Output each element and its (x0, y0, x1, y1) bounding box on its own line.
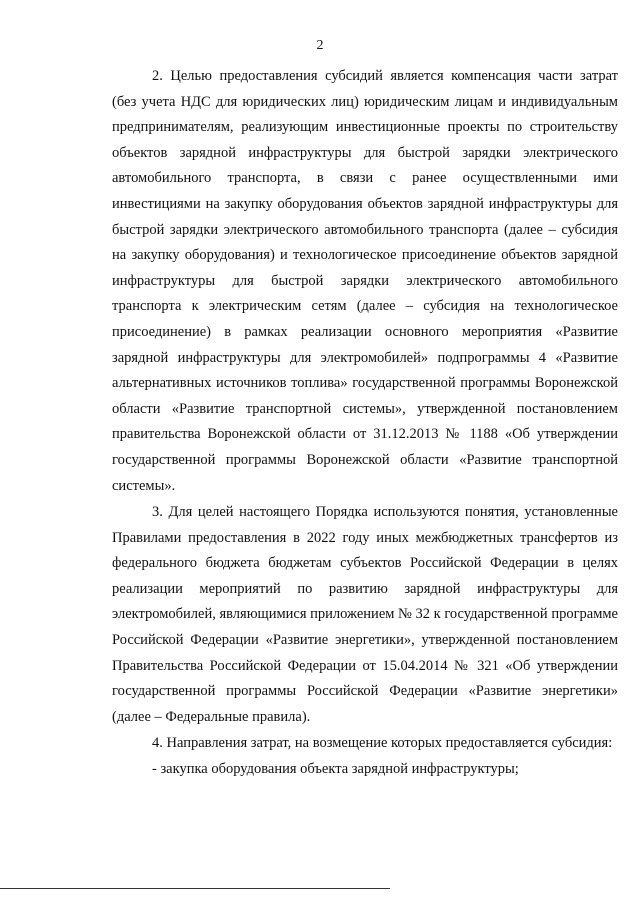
paragraph-4-cost-directions: 4. Направления затрат, на возмещение которых предоставляется субсидия: (152, 735, 613, 752)
paragraph-3-definitions: 3. Для целей настоящего Порядка используются понятия, установленные Правилами предоставления в 2022 году иных межбюджетных трансфертов из федерального бюджета бюджетам субъектов Российской Федерации в целях реализации мероприятий по развитию зарядной инфраструктуры для электромобилей, являющимися приложением № 32 к государственной программе Российской Федерации «Развитие энергетики», утвержденной постановлением Правительства Российской Федерации от 15.04.2014 № 321 «Об утверждении государственной программы Российской Федерации «Развитие энергетики» (далее – Федеральные правила). (112, 504, 618, 725)
footer-divider (0, 888, 390, 889)
paragraph-2-subsidy-purpose: 2. Целью предоставления субсидий является компенсация части затрат (без учета НДС для юридических лиц) юридическим лицам и индивидуальным предпринимателям, реализующим инвестиционные проекты по строительству объектов зарядной инфраструктуры для быстрой зарядки электрического автомобильного транспорта, в связи с ранее осуществленными ими инвестициями на закупку оборудования объектов зарядной инфраструктуры для быстрой зарядки электрического автомобильного транспорта (далее – субсидия на закупку оборудования) и технологическое присоединение объектов зарядной инфраструктуры для быстрой зарядки электрического автомобильного транспорта к электрическим сетям (далее – субсидия на технологическое присоединение) в рамках реализации основного мероприятия «Развитие зарядной инфраструктуры для электромобилей» подпрограммы 4 «Развитие альтернативных источников топлива» государственной программы Воронежской области «Развитие транспортной системы», утвержденной постановлением правительства Воронежской области от 31.12.2013 № 1188 «Об утверждении государственной программы Воронежской области «Развитие транспортной системы». (112, 68, 618, 494)
page-number: 2 (316, 38, 324, 53)
document-body (112, 64, 618, 783)
list-item-equipment-purchase: - закупка оборудования объекта зарядной инфраструктуры; (152, 761, 519, 778)
